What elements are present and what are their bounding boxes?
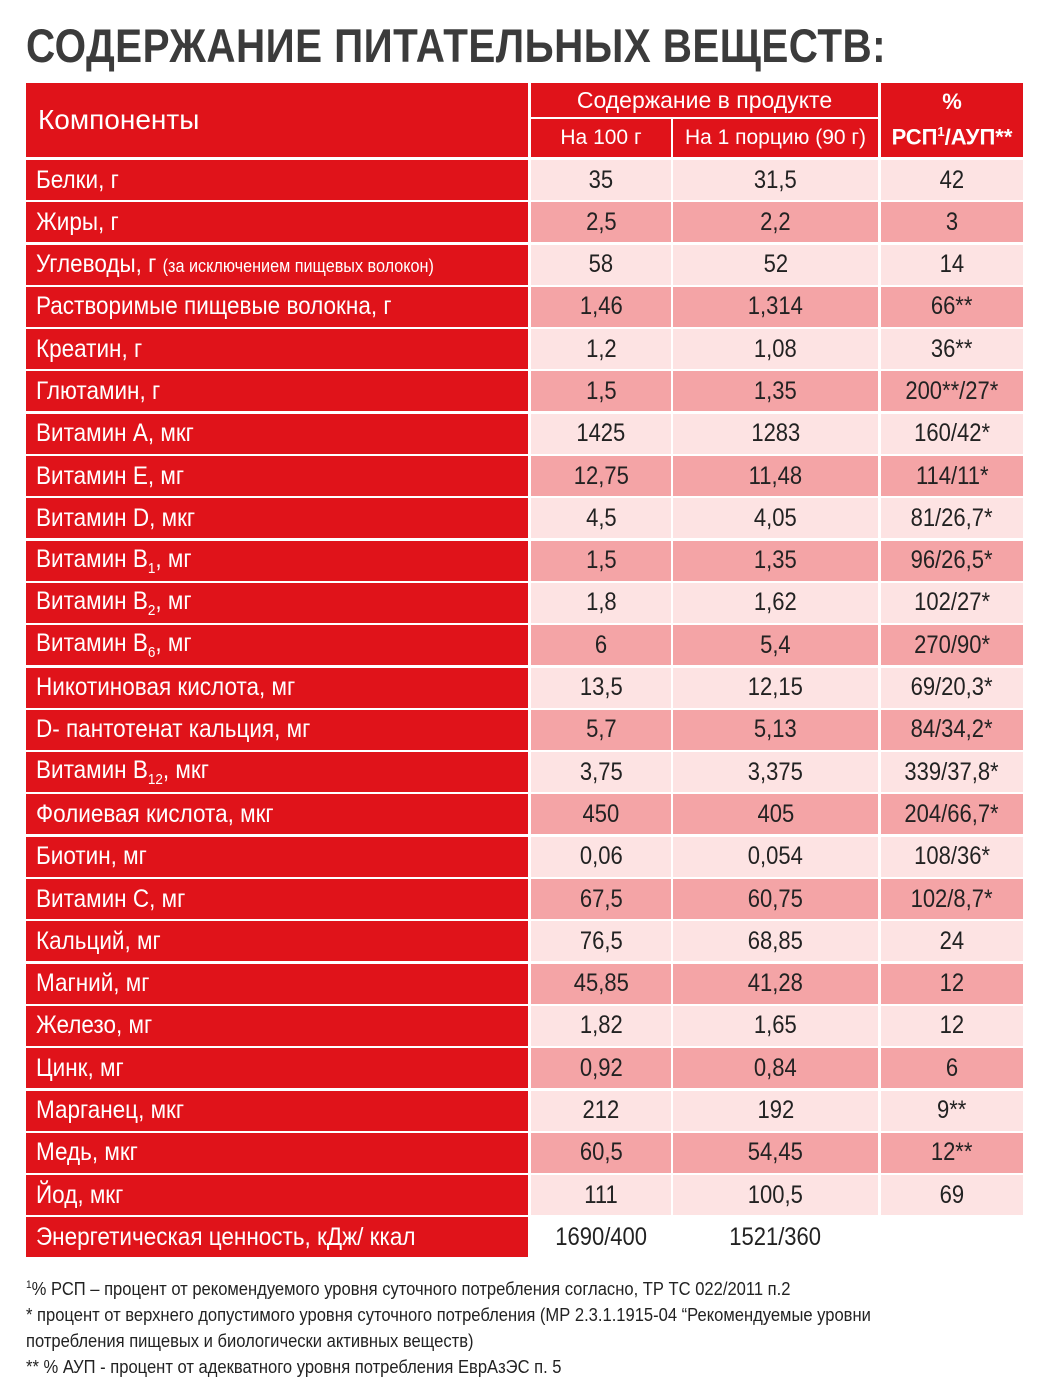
page-title: СОДЕРЖАНИЕ ПИТАТЕЛЬНЫХ ВЕЩЕСТВ: xyxy=(26,19,887,72)
value-per-100g: 3,75 xyxy=(531,752,673,792)
row-label: Глютамин, г xyxy=(26,371,531,411)
value-per-portion: 1,62 xyxy=(673,583,881,623)
value-per-portion: 1283 xyxy=(673,414,881,454)
value-percent: 3 xyxy=(881,202,1023,242)
row-label: Витамин А, мкг xyxy=(26,414,531,454)
value-percent: 114/11* xyxy=(881,456,1023,496)
value-per-100g: 5,7 xyxy=(531,710,673,750)
row-label: Витамин $B_6$, мг xyxy=(26,625,531,665)
value-percent: 66** xyxy=(881,287,1023,327)
value-per-portion: 0,054 xyxy=(673,837,881,877)
value-per-100g: 6 xyxy=(531,625,673,665)
value-per-portion: 68,85 xyxy=(673,921,881,961)
row-label: Энергетическая ценность, кДж/ ккал xyxy=(26,1217,531,1257)
row-label: Углеводы, г (за исключением пищевых волокон) xyxy=(26,245,531,285)
row-label: Витамин D, мкг xyxy=(26,498,531,538)
value-per-portion: 2,2 xyxy=(673,202,881,242)
value-per-100g: 12,75 xyxy=(531,456,673,496)
value-per-100g: 58 xyxy=(531,245,673,285)
value-per-portion: 1,65 xyxy=(673,1006,881,1046)
value-percent: 204/66,7* xyxy=(881,794,1023,834)
value-per-portion: 405 xyxy=(673,794,881,834)
value-per-100g: 212 xyxy=(531,1091,673,1131)
value-percent: 6 xyxy=(881,1048,1023,1088)
value-per-100g: 0,06 xyxy=(531,837,673,877)
value-per-portion: 12,15 xyxy=(673,668,881,708)
row-label: Растворимые пищевые волокна, г xyxy=(26,287,531,327)
footnote-upper-level: * процент от верхнего допустимого уровня суточного потребления (МР 2.3.1.1915-04 “Рекомендуемые уровни xyxy=(26,1305,871,1325)
value-per-portion: 1,35 xyxy=(673,371,881,411)
value-per-portion: 1,08 xyxy=(673,329,881,369)
value-per-100g: 1690/400 xyxy=(531,1217,673,1257)
value-percent: 96/26,5* xyxy=(881,541,1023,581)
row-label: Медь, мкг xyxy=(26,1133,531,1173)
value-percent: 12 xyxy=(881,1006,1023,1046)
header-per-portion: На 1 порцию (90 г) xyxy=(673,119,881,157)
value-percent: 12 xyxy=(881,964,1023,1004)
row-label: Фолиевая кислота, мкг xyxy=(26,794,531,834)
value-per-100g: 1425 xyxy=(531,414,673,454)
value-percent: 12** xyxy=(881,1133,1023,1173)
value-per-portion: 5,13 xyxy=(673,710,881,750)
value-per-100g: 1,8 xyxy=(531,583,673,623)
header-percent-sign: % xyxy=(942,89,962,115)
row-label: Креатин, г xyxy=(26,329,531,369)
row-label: Витамин $B_2$, мг xyxy=(26,583,531,623)
value-percent: 42 xyxy=(881,160,1023,200)
value-per-100g: 111 xyxy=(531,1175,673,1215)
header-components: Компоненты xyxy=(26,83,531,157)
value-per-100g: 1,82 xyxy=(531,1006,673,1046)
value-per-100g: 13,5 xyxy=(531,668,673,708)
value-per-portion: 3,375 xyxy=(673,752,881,792)
value-per-100g: 45,85 xyxy=(531,964,673,1004)
value-per-portion: 4,05 xyxy=(673,498,881,538)
value-percent: 102/27* xyxy=(881,583,1023,623)
header-percent-basis: РСП$^1$/АУП** xyxy=(891,124,1013,150)
row-label: D- пантотенат кальция, мг xyxy=(26,710,531,750)
value-per-100g: 2,5 xyxy=(531,202,673,242)
row-label: Витамин Е, мг xyxy=(26,456,531,496)
header-per-100g: На 100 г xyxy=(531,119,673,157)
row-label: Цинк, мг xyxy=(26,1048,531,1088)
value-per-portion: 0,84 xyxy=(673,1048,881,1088)
value-percent: 24 xyxy=(881,921,1023,961)
value-percent: 69 xyxy=(881,1175,1023,1215)
header-percent xyxy=(881,83,1023,157)
value-percent: 200**/27* xyxy=(881,371,1023,411)
value-per-portion: 100,5 xyxy=(673,1175,881,1215)
value-per-portion: 52 xyxy=(673,245,881,285)
value-per-portion: 11,48 xyxy=(673,456,881,496)
value-percent: 270/90* xyxy=(881,625,1023,665)
value-per-portion: 60,75 xyxy=(673,879,881,919)
value-per-portion: 54,45 xyxy=(673,1133,881,1173)
value-per-100g: 0,92 xyxy=(531,1048,673,1088)
value-per-portion: 1521/360 xyxy=(673,1217,881,1257)
value-per-portion: 41,28 xyxy=(673,964,881,1004)
value-per-100g: 1,5 xyxy=(531,371,673,411)
footnote-aup: ** % АУП - процент от адекватного уровня потребления ЕврАзЭС п. 5 xyxy=(26,1357,562,1377)
value-percent: 14 xyxy=(881,245,1023,285)
row-label: Никотиновая кислота, мг xyxy=(26,668,531,708)
value-per-100g: 1,2 xyxy=(531,329,673,369)
value-percent: 9** xyxy=(881,1091,1023,1131)
row-label: Витамин $B_1$, мг xyxy=(26,541,531,581)
value-per-portion: 1,35 xyxy=(673,541,881,581)
value-per-100g: 76,5 xyxy=(531,921,673,961)
row-label: Белки, г xyxy=(26,160,531,200)
row-label: Железо, мг xyxy=(26,1006,531,1046)
value-percent: 36** xyxy=(881,329,1023,369)
value-per-portion: 31,5 xyxy=(673,160,881,200)
value-per-100g: 35 xyxy=(531,160,673,200)
footnote-rsp: $^1$% РСП – процент от рекомендуемого уровня суточного потребления согласно, ТР ТС 022/2011 п.2 xyxy=(26,1279,791,1299)
value-percent: 69/20,3* xyxy=(881,668,1023,708)
footnotes xyxy=(26,1272,1016,1380)
row-label: Биотин, мг xyxy=(26,837,531,877)
row-label: Витамин $B_{12}$, мкг xyxy=(26,752,531,792)
nutrition-table xyxy=(26,83,1023,1260)
row-label: Магний, мг xyxy=(26,964,531,1004)
value-per-100g: 4,5 xyxy=(531,498,673,538)
value-percent: 108/36* xyxy=(881,837,1023,877)
footnote-upper-level-cont: потребления пищевых и биологически активных веществ) xyxy=(26,1331,474,1351)
value-percent: 84/34,2* xyxy=(881,710,1023,750)
row-label: Кальций, мг xyxy=(26,921,531,961)
row-label: Жиры, г xyxy=(26,202,531,242)
value-per-100g: 67,5 xyxy=(531,879,673,919)
value-percent: 160/42* xyxy=(881,414,1023,454)
value-percent xyxy=(881,1217,1023,1257)
row-label: Витамин С, мг xyxy=(26,879,531,919)
value-percent: 339/37,8* xyxy=(881,752,1023,792)
value-per-100g: 450 xyxy=(531,794,673,834)
row-label: Марганец, мкг xyxy=(26,1091,531,1131)
header-content-group: Содержание в продукте xyxy=(531,83,881,119)
value-per-100g: 1,46 xyxy=(531,287,673,327)
row-label: Йод, мкг xyxy=(26,1175,531,1215)
value-per-100g: 60,5 xyxy=(531,1133,673,1173)
value-per-portion: 1,314 xyxy=(673,287,881,327)
value-percent: 102/8,7* xyxy=(881,879,1023,919)
value-per-portion: 192 xyxy=(673,1091,881,1131)
value-per-100g: 1,5 xyxy=(531,541,673,581)
value-per-portion: 5,4 xyxy=(673,625,881,665)
value-percent: 81/26,7* xyxy=(881,498,1023,538)
